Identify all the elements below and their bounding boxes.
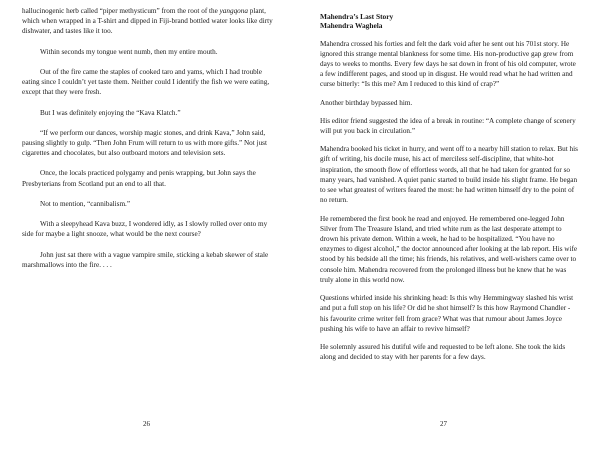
paragraph: His editor friend suggested the idea of a break in routine: “A complete change of scenery will put you back in circulation.” bbox=[320, 116, 576, 136]
paragraph: With a sleepyhead Kava buzz, I wondered idly, as I slowly rolled over onto my side for maybe a light snooze, what would be the next course? bbox=[22, 220, 268, 239]
paragraph: Not to mention, “cannibalism.” bbox=[40, 199, 131, 208]
story-title: Mahendra’s Last Story bbox=[320, 12, 394, 21]
paragraph: Out of the fire came the staples of cooked taro and yams, which I had trouble eating since I couldn’t yet taste them. Neither could I identify the fish we were eating, except that they were fresh. bbox=[22, 67, 270, 97]
page-number-left: 26 bbox=[143, 420, 150, 428]
paragraph: He remembered the first book he read and enjoyed. He remembered one-legged John Silver from The Treasure Island, and tried white rum as the last desperate attempt to drown his private demon. Within a week, he had to be hospitalized. “You have no enzymes to digest alcohol,” the doctor announced after looking at the lab report. His wife stood by his bedside all the time; his friends, his relatives, and well-wishers came over to console him. Mahendra recovered from the prolonged illness but he knew that he was truly alone in this world now. bbox=[320, 214, 578, 284]
paragraph: Questions whirled inside his shrinking head: Is this why Hemmingway slashed his wrist and put a full stop on his life? Or did he shot himself? Is this how Raymond Chandler - his favourite crime writer fell from grace? What was that rumour about James Joyce pushing his wife to have an affair to revive himself? bbox=[320, 294, 574, 333]
paragraph: John just sat there with a vague vampire smile, sticking a kebab skewer of stale marshmallows into the fire. . . . bbox=[22, 250, 269, 269]
paragraph-opening bbox=[22, 6, 276, 37]
paragraph: He solemnly assured his dutiful wife and requested to be left alone. She took the kids along and decided to stay with her parents for a few days. bbox=[320, 342, 566, 362]
plant-name-italic: yangqona bbox=[219, 7, 248, 15]
paragraph: “If we perform our dances, worship magic stones, and drink Kava,” John said, pausing slightly to gulp. “Then John Frum will return to us with more gifts.” Not just cigarettes and chocolates, but also outboard motors and television sets. bbox=[22, 128, 267, 158]
opening-text-start: hallucinogenic herb called “piper methysticum” from the root of the bbox=[22, 7, 220, 15]
opening-text-end: plant, which when wrapped in a T-shirt and dipped in Fiji-brand bottled water looks like dirty dishwater, and tastes like it too. bbox=[22, 7, 273, 36]
right-page bbox=[300, 0, 600, 450]
paragraph: But I was definitely enjoying the “Kava Klatch.” bbox=[40, 108, 181, 117]
paragraph: Mahendra crossed his forties and felt the dark void after he sent out his 701st story. He ignored this strange mental blankness for some time. His non-productive gap grew from days to weeks to months. Every few days he sat down in front of his old computer, wrote a few indifferent pages, and stood up in disgust. He would read what he had written and curse bitterly: “Is this me? Am I reduced to this kind of crap?” bbox=[320, 39, 576, 89]
paragraph: Mahendra booked his ticket in hurry, and went off to a nearby hill station to relax. But his gift of writing, his docile muse, his act of merciless self-discipline, that white-hot inspiration, the smooth flow of effortless words, all that he had taken for granted for so many years, had vanished. A quiet panic started to build inside his slight frame. He began to see what greatest of writers feared the most: he had written himself dry to the point of no return. bbox=[320, 145, 578, 205]
story-author: Mahendra Waghela bbox=[320, 21, 383, 31]
page-number-right: 27 bbox=[440, 420, 447, 428]
paragraph: Within seconds my tongue went numb, then my entire mouth. bbox=[40, 47, 218, 56]
paragraph: Another birthday bypassed him. bbox=[320, 98, 413, 107]
paragraph: Once, the locals practiced polygamy and penis wrapping, but John says the Presbyterians from Scotland put an end to all that. bbox=[22, 169, 256, 188]
